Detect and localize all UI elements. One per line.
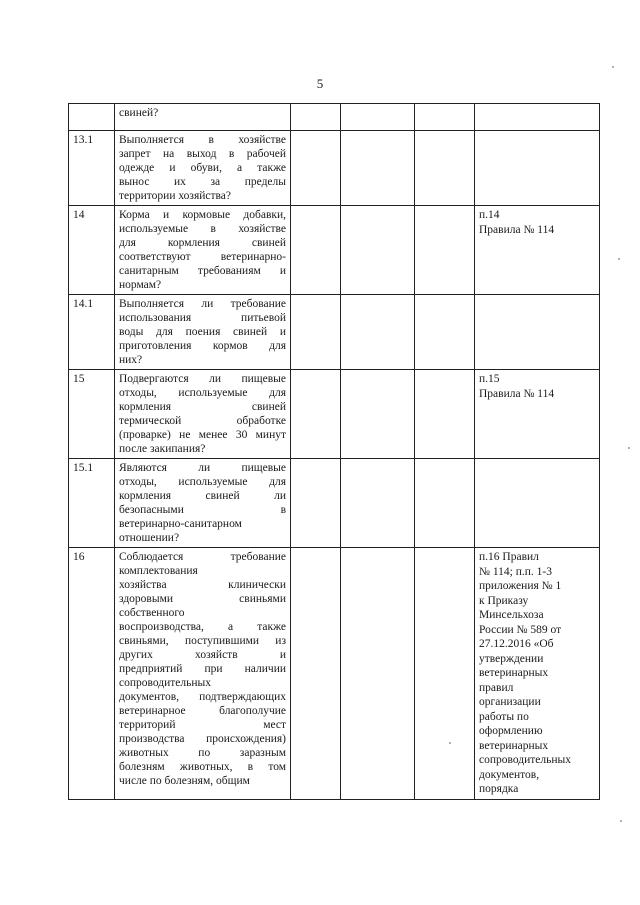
reference-line: Минсельхоза <box>479 609 544 621</box>
item-number <box>69 104 115 131</box>
question-line: кормления свиней <box>119 401 286 413</box>
question-line: комплектования <box>119 565 198 577</box>
answer-yes-cell <box>291 206 341 295</box>
question-line: отходы, используемые для <box>119 387 286 399</box>
question-line: нормам? <box>119 279 162 291</box>
question-line: запрет на выход в рабочей <box>119 148 286 160</box>
reference-line: России № 589 от <box>479 623 562 636</box>
table-row <box>69 131 600 206</box>
legal-reference <box>475 295 600 370</box>
question-line: других хозяйств и <box>119 649 286 661</box>
scan-speck <box>449 742 451 744</box>
question-line: Выполняется ли требование <box>119 298 286 310</box>
item-number: 16 <box>69 548 115 800</box>
question-line: свиньями, поступившими из <box>119 635 286 647</box>
question-line: соответствуют ветеринарно- <box>119 251 286 263</box>
reference-line: оформлению <box>479 725 543 737</box>
question-line: отношении? <box>119 532 180 544</box>
question-line: предприятий при наличии <box>119 663 286 675</box>
question-line: приготовления кормов для <box>119 340 286 352</box>
legal-reference <box>475 548 600 800</box>
question-text <box>115 131 291 206</box>
question-line: документов, подтверждающих <box>119 691 286 703</box>
question-line: здоровыми свиньями <box>119 593 286 605</box>
table-row <box>69 370 600 459</box>
question-text <box>115 370 291 459</box>
answer-na-cell <box>415 295 475 370</box>
reference-line: п.14 <box>479 209 500 221</box>
question-line: Подвергаются ли пищевые <box>119 373 286 385</box>
legal-reference <box>475 459 600 548</box>
reference-line: № 114; п.п. 1-3 <box>479 565 553 578</box>
question-line: территории хозяйства? <box>119 190 232 202</box>
table-row <box>69 206 600 295</box>
question-text <box>115 295 291 370</box>
question-line: используемые в хозяйстве <box>119 223 286 235</box>
question-line: болезням животных, в том <box>119 761 286 773</box>
reference-line: приложения № 1 <box>479 580 562 592</box>
item-number: 13.1 <box>69 131 115 206</box>
legal-reference <box>475 370 600 459</box>
question-line: Корма и кормовые добавки, <box>119 209 286 221</box>
scan-speck <box>628 447 630 449</box>
question-line: производства происхождения) <box>119 733 286 745</box>
item-number: 15 <box>69 370 115 459</box>
reference-line: Правила № 114 <box>479 223 555 236</box>
answer-na-cell <box>415 370 475 459</box>
reference-line: работы по <box>479 710 529 723</box>
reference-line: организации <box>479 696 541 708</box>
scan-speck <box>620 820 622 822</box>
question-line: Являются ли пищевые <box>119 462 286 474</box>
item-number: 14.1 <box>69 295 115 370</box>
answer-no-cell <box>341 206 415 295</box>
item-number: 14 <box>69 206 115 295</box>
question-line: животных по заразным <box>119 747 286 759</box>
checklist-table <box>68 103 600 800</box>
question-text <box>115 548 291 800</box>
table-row <box>69 295 600 370</box>
question-line: воспроизводства, а также <box>119 621 286 633</box>
answer-na-cell <box>415 459 475 548</box>
answer-no-cell <box>341 459 415 548</box>
question-line: отходы, используемые для <box>119 476 286 488</box>
reference-line: 27.12.2016 «Об <box>479 638 554 650</box>
question-line: вынос их за пределы <box>119 176 286 188</box>
answer-no-cell <box>341 370 415 459</box>
reference-line: порядка <box>479 783 519 795</box>
reference-line: п.16 Правил <box>479 551 539 563</box>
question-line: Выполняется в хозяйстве <box>119 134 286 146</box>
reference-line: ветеринарных <box>479 667 549 679</box>
reference-line: утверждении <box>479 652 544 665</box>
reference-line: документов, <box>479 768 540 781</box>
answer-yes-cell <box>291 548 341 800</box>
table-row <box>69 459 600 548</box>
reference-line: Правила № 114 <box>479 387 555 400</box>
answer-yes-cell <box>291 459 341 548</box>
question-line: для кормления свиней <box>119 237 286 249</box>
answer-yes-cell <box>291 295 341 370</box>
item-number: 15.1 <box>69 459 115 548</box>
question-line: свиней? <box>119 107 159 119</box>
reference-line: п.15 <box>479 373 500 385</box>
answer-na-cell <box>415 131 475 206</box>
question-line: использования питьевой <box>119 312 286 324</box>
scan-speck <box>612 66 614 68</box>
question-text <box>115 206 291 295</box>
question-line: ветеринарное благополучие <box>119 705 286 717</box>
answer-na-cell <box>415 206 475 295</box>
question-line: воды для поения свиней и <box>119 326 286 338</box>
answer-yes-cell <box>291 370 341 459</box>
question-text <box>115 459 291 548</box>
table-row <box>69 104 600 131</box>
question-line: территорий мест <box>119 719 286 731</box>
question-line: безопасными в <box>119 504 286 516</box>
reference-line: сопроводительных <box>479 754 572 766</box>
question-line: ветеринарно-санитарном <box>119 518 242 530</box>
answer-na-cell <box>415 548 475 800</box>
question-line: термической обработке <box>119 415 286 427</box>
scan-speck <box>618 258 620 260</box>
answer-no-cell <box>341 104 415 131</box>
question-line: санитарным требованиям и <box>119 265 286 277</box>
reference-line: к Приказу <box>479 594 529 607</box>
reference-line: правил <box>479 681 514 694</box>
question-line: (проварке) не менее 30 минут <box>119 429 286 441</box>
answer-yes-cell <box>291 131 341 206</box>
question-line: собственного <box>119 607 185 619</box>
answer-no-cell <box>341 295 415 370</box>
question-line: Соблюдается требование <box>119 551 286 563</box>
question-line: после закипания? <box>119 443 206 455</box>
question-line: числе по болезням, общим <box>119 775 250 787</box>
answer-yes-cell <box>291 104 341 131</box>
legal-reference <box>475 206 600 295</box>
answer-na-cell <box>415 104 475 131</box>
answer-no-cell <box>341 548 415 800</box>
question-line: кормления свиней ли <box>119 490 286 502</box>
question-text <box>115 104 291 131</box>
page-number: 5 <box>316 76 324 91</box>
question-line: сопроводительных <box>119 677 212 689</box>
table-row <box>69 548 600 800</box>
legal-reference <box>475 104 600 131</box>
legal-reference <box>475 131 600 206</box>
question-line: одежде и обуви, а также <box>119 162 286 174</box>
reference-line: ветеринарных <box>479 739 549 752</box>
question-line: них? <box>119 354 143 366</box>
question-line: хозяйства клинически <box>119 579 286 591</box>
answer-no-cell <box>341 131 415 206</box>
